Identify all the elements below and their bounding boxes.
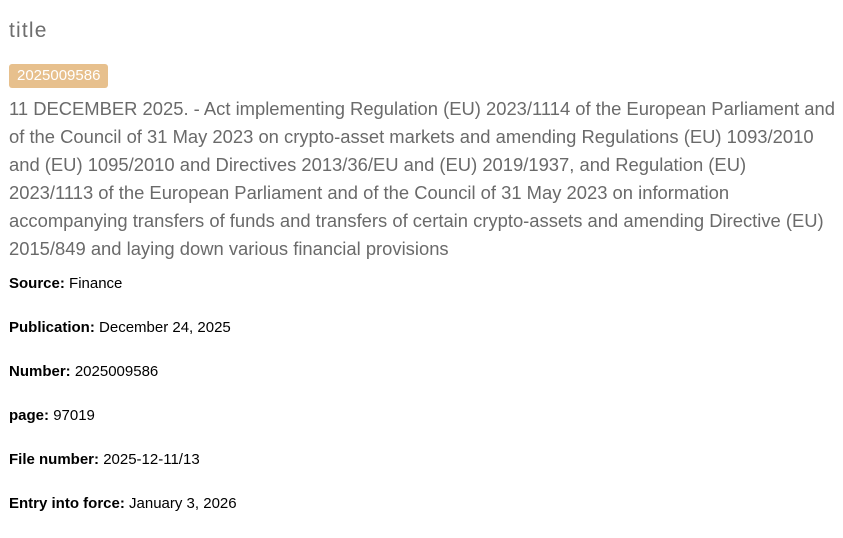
publication-value: December 24, 2025 xyxy=(99,319,231,336)
file-number-label: File number: xyxy=(9,451,100,468)
page-title: title xyxy=(9,19,48,42)
document-description: 11 DECEMBER 2025. - Act implementing Regulation (EU) 2023/1114 of the European Parliament and of the Council of 31 May 2023 on crypto-asset markets and amending Regulations (EU) 1093/2010 and (EU) 1095/2010 and Directives 2013/36/EU and (EU) 2019/1937, and Regulation (EU) 2023/1113 of the European Parliament and of the Council of 31 May 2023 on information accompanying transfers of funds and transfers of certain crypto-assets and amending Directive (EU) 2015/849 and laying down various financial provisions xyxy=(9,98,835,259)
file-number-value: 2025-12-11/13 xyxy=(103,451,200,468)
number-field xyxy=(9,362,237,406)
source-field xyxy=(9,274,237,318)
page-field xyxy=(9,406,237,450)
publication-field xyxy=(9,318,237,362)
metadata-list xyxy=(9,274,237,538)
source-label: Source: xyxy=(9,275,65,292)
page-value: 97019 xyxy=(53,407,95,424)
file-number-field xyxy=(9,450,237,494)
publication-label: Publication: xyxy=(9,319,95,336)
source-value: Finance xyxy=(69,275,123,292)
number-value: 2025009586 xyxy=(74,363,159,380)
entry-into-force-value: January 3, 2026 xyxy=(129,495,237,512)
entry-into-force-label: Entry into force: xyxy=(9,495,125,512)
page-label: page: xyxy=(9,407,50,424)
entry-into-force-field xyxy=(9,494,237,538)
number-label: Number: xyxy=(9,363,71,380)
document-number-badge: 2025009586 xyxy=(9,64,108,88)
